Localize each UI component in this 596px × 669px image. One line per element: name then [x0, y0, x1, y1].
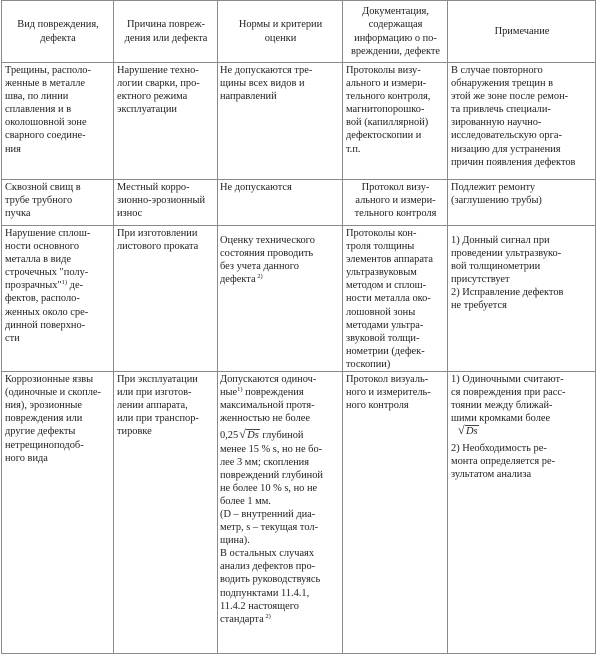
cell-defect-type	[2, 226, 114, 372]
text-part: Оценку технического состояния проводить без учета данного дефекта	[220, 235, 315, 286]
footnote-marker: 2)	[255, 273, 263, 281]
cell-cause: При эксплуатации или при изготов- лении аппарата, или при транспор- тировке	[114, 372, 218, 654]
radical-sign: √	[458, 423, 465, 438]
cell-note: Подлежит ремонту (заглушению трубы)	[448, 180, 596, 226]
text-part: повреждения максимальной протя- женностью не более	[220, 387, 315, 425]
header-criteria: Нормы и критерии оценки	[218, 1, 343, 63]
cell-cause: Местный корро- зионно-эрозионный износ	[114, 180, 218, 226]
cell-defect-type: Коррозионные язвы (одиночные и скопле- ния), эрозионные повреждения или другие дефекты нетрещиноподоб- ного вида	[2, 372, 114, 654]
cell-defect-type: Сквозной свищ в трубе трубного пучка	[2, 180, 114, 226]
table-row	[2, 372, 596, 654]
header-documentation: Документация, содержащая информацию о по- вреждении, дефекте	[343, 1, 448, 63]
table-row	[2, 63, 596, 180]
cell-note: В случае повторного обнаружения трещин в этой же зоне после ремон- та привлечь специали- зированную научно- исследовательскую орга- низацию для устранения причин появления дефектов	[448, 63, 596, 180]
table-row	[2, 226, 596, 372]
cell-documentation: Протокол визуаль- ного и измеритель- ного контроля	[343, 372, 448, 654]
note-formula-line	[451, 425, 593, 438]
text-part: Нарушение сплош- ности основного металла в виде строчечных "полу- прозрачных"	[5, 228, 91, 292]
radicand: Ds	[247, 430, 259, 442]
radicand: Ds	[466, 426, 478, 438]
cell-criteria: Не допускаются	[218, 180, 343, 226]
cell-documentation: Протоколы визу- ального и измери- тельного контроля, магнитопорошко- вой (капиллярной) дефектоскопии и т.п.	[343, 63, 448, 180]
formula-coefficient: 0,25	[220, 430, 239, 442]
cell-defect-type: Трещины, располо- женные в металле шва, по линии сплавления и в околошовной зоне сварного соедине- ния	[2, 63, 114, 180]
table-header-row	[2, 1, 596, 63]
cell-criteria	[218, 226, 343, 372]
cell-documentation: Протоколы кон- троля толщины элементов аппарата ультразвуковым методом и сплош- ности металла око- лошовной зоны методами ультра- звуковой толщи- нометрии (дефек- тоскопии)	[343, 226, 448, 372]
formula-spacer	[220, 425, 340, 429]
header-cause: Причина повреж- дения или дефекта	[114, 1, 218, 63]
footnote-marker: 2)	[263, 612, 271, 620]
square-root-formula	[239, 429, 260, 442]
text-part: глубиной менее 15 % s, но не бо- лее 3 мм; скопления повреждений глубиной не более 10 % s, но не более 1 мм. (D – внутренний диа- метр, s – текущая тол- щина). В остальных случаях анализ дефектов про- водить руководствуясь подпунктами 11.4.1, 11.4.2 настоящего стандарта	[220, 430, 323, 625]
defect-criteria-table	[1, 0, 596, 654]
square-root-formula	[458, 425, 479, 438]
cell-note: 1) Донный сигнал при проведении ультразвуко- вой толщинометрии присутствует 2) Исправление дефектов не требуется	[448, 226, 596, 372]
footnote-marker: 1)	[237, 386, 243, 394]
text-part: 1) Одиночными считают- ся повреждения при расс- тоянии между ближай- шими кромками более	[451, 374, 566, 425]
radical-sign: √	[239, 427, 246, 442]
cell-documentation: Протокол визу- ального и измери- тельного контроля	[343, 180, 448, 226]
cell-criteria: Не допускаются тре- щины всех видов и направлений	[218, 63, 343, 180]
text-part: 2) Необходимость ре- монта определяется ре- зультатом анализа	[451, 442, 556, 480]
cell-cause: При изготовлении листового проката	[114, 226, 218, 372]
cell-note	[448, 372, 596, 654]
header-defect-type: Вид повреждения, дефекта	[2, 1, 114, 63]
table-row	[2, 180, 596, 226]
cell-cause: Нарушение техно- логии сварки, про- ектного режима эксплуатации	[114, 63, 218, 180]
footnote-marker: 1)	[61, 279, 68, 287]
header-note: Примечание	[448, 1, 596, 63]
text-part: Допускаются одиноч- ные	[220, 374, 317, 399]
text-part: де- фектов, располо- женных около сре- динной поверхно- сти	[5, 280, 89, 344]
cell-criteria	[218, 372, 343, 654]
